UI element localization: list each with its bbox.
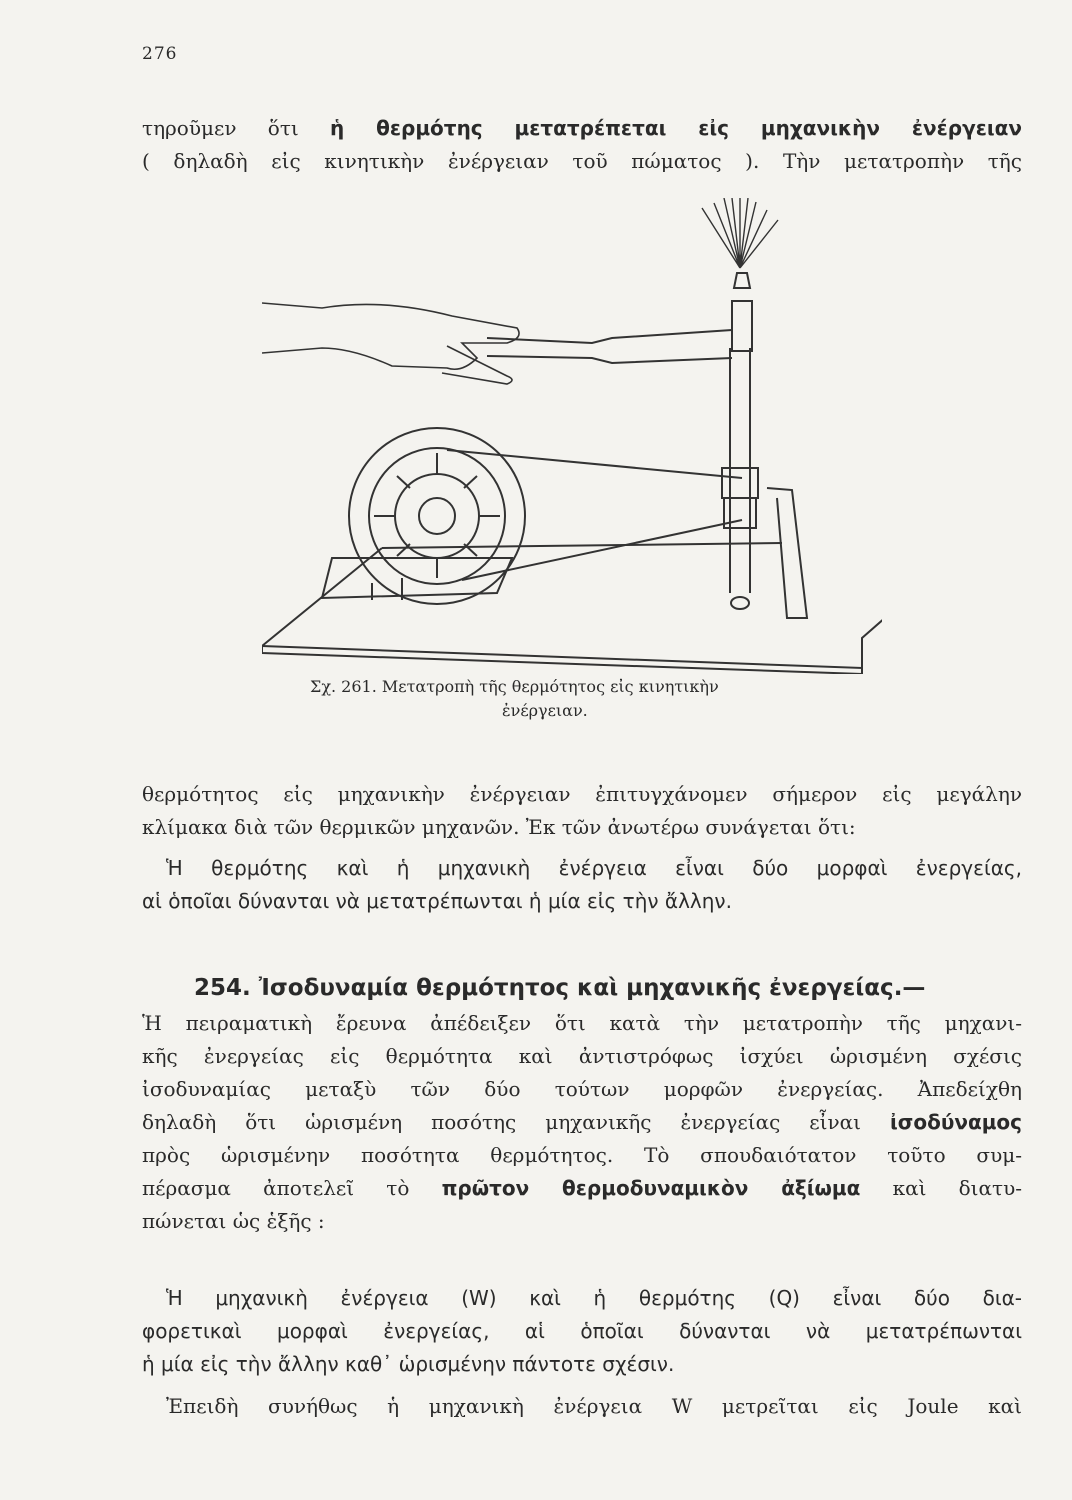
intro-bold-phrase: ἡ θερμότης μετατρέπεται εἰς μηχανικὴν ἐνέργειαν <box>330 116 1022 140</box>
equivalent-term: ἰσοδύναμος <box>889 1110 1022 1134</box>
paragraph3-line1: Ἡ πειραματικὴ ἔρευνα ἀπέδειξεν ὅτι κατὰ τὴν μετατροπὴν τῆς μηχανι- <box>142 1011 1022 1035</box>
page-number: 276 <box>142 44 178 64</box>
body-paragraph <box>142 778 1022 844</box>
section-paragraph <box>142 1007 1022 1238</box>
law1-line2: αἱ ὁποῖαι δύνανται νὰ μετατρέπωνται ἡ μία εἰς τὴν ἄλλην. <box>142 889 732 913</box>
final-paragraph <box>142 1390 1022 1423</box>
law1-line1: Ἡ θερμότης καὶ ἡ μηχανικὴ ἐνέργεια εἶναι δύο μορφαὶ ἐνεργείας, <box>166 856 1022 880</box>
paragraph3-line2: κῆς ἐνεργείας εἰς θερμότητα καὶ ἀντιστρόφως ἰσχύει ὡρισμένη σχέσις <box>142 1044 1022 1068</box>
first-law-statement <box>142 1282 1022 1381</box>
caption-line2: ἐνέργειαν. <box>502 701 588 720</box>
figure-caption <box>310 675 910 723</box>
paragraph3-line5: πρὸς ὡρισμένην ποσότητα θερμότητος. Τὸ σπουδαιότατον τοῦτο συμ- <box>142 1143 1022 1167</box>
paragraph3-line4: δηλαδὴ ὅτι ὡρισμένη ποσότης μηχανικῆς ἐνεργείας εἶναι <box>142 1110 890 1134</box>
paragraph3-line7: πώνεται ὡς ἑξῆς : <box>142 1209 325 1233</box>
law2-line1: Ἡ μηχανικὴ ἐνέργεια (W) καὶ ἡ θερμότης (Q) εἶναι δύο δια- <box>166 1286 1022 1310</box>
first-law-term: πρῶτον θερμοδυναμικὸν ἀξίωμα <box>441 1176 861 1200</box>
section-number: 254. <box>194 975 251 1001</box>
caption-line1: Σχ. 261. Μετατροπὴ τῆς θερμότητος εἰς κινητικὴν <box>310 677 719 696</box>
principle-statement <box>142 852 1022 918</box>
intro-line1-text: τηροῦμεν ὅτι <box>142 116 331 140</box>
section-heading <box>142 972 1022 1005</box>
thermo-apparatus-figure <box>262 198 882 674</box>
intro-line2: ( δηλαδὴ εἰς κινητικὴν ἐνέργειαν τοῦ πώματος ). Τὴν μετατροπὴν τῆς <box>142 149 1022 173</box>
paragraph4-line1: Ἐπειδὴ συνήθως ἡ μηχανικὴ ἐνέργεια W μετρεῖται εἰς Joule καὶ <box>166 1394 1022 1418</box>
paragraph3-line6: πέρασμα ἀποτελεῖ τὸ <box>142 1176 442 1200</box>
law2-line2: φορετικαὶ μορφαὶ ἐνεργείας, αἱ ὁποῖαι δύνανται νὰ μετατρέπωνται <box>142 1319 1022 1343</box>
paragraph2-line1: θερμότητος εἰς μηχανικὴν ἐνέργειαν ἐπιτυγχάνομεν σήμερον εἰς μεγάλην <box>142 782 1022 806</box>
paragraph2-line2: κλίμακα διὰ τῶν θερμικῶν μηχανῶν. Ἐκ τῶν ἀνωτέρω συνάγεται ὅτι: <box>142 815 856 839</box>
intro-paragraph <box>142 112 1022 178</box>
law2-line3: ἡ μία εἰς τὴν ἄλλην καθ᾽ ὡρισμένην πάντοτε σχέσιν. <box>142 1352 675 1376</box>
paragraph3-line3: ἰσοδυναμίας μεταξὺ τῶν δύο τούτων μορφῶν ἐνεργείας. Ἀπεδείχθη <box>142 1077 1022 1101</box>
section-title: Ἰσοδυναμία θερμότητος καὶ μηχανικῆς ἐνεργείας.— <box>258 975 926 1001</box>
paragraph3-line6-end: καὶ διατυ- <box>860 1176 1022 1200</box>
